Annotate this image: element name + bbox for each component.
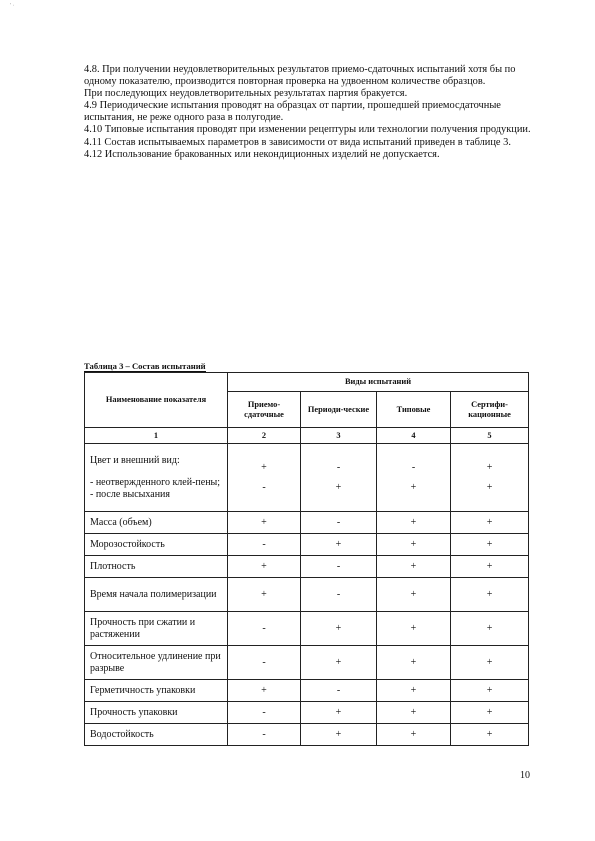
cell-value: + bbox=[301, 724, 377, 746]
cell-value: + - bbox=[228, 444, 301, 512]
column-number: 4 bbox=[377, 428, 451, 444]
cell-value: + bbox=[301, 612, 377, 646]
table-row bbox=[85, 702, 529, 724]
cell-value: + bbox=[228, 512, 301, 534]
table-row bbox=[85, 512, 529, 534]
cell-value: + bbox=[377, 702, 451, 724]
cell-value: + bbox=[377, 534, 451, 556]
row-name-title: Цвет и внешний вид: bbox=[90, 454, 180, 466]
scan-marks: ' · bbox=[10, 3, 15, 9]
paragraph-4-10: 4.10 Типовые испытания проводят при изменении рецептуры или технологии получения продукции. bbox=[84, 124, 531, 136]
row-name-sub-b: - после высыхания bbox=[90, 488, 171, 500]
cell-value: + bbox=[377, 512, 451, 534]
row-name: Плотность bbox=[85, 556, 228, 578]
cell-value: - + bbox=[377, 444, 451, 512]
cell-value: + bbox=[451, 680, 529, 702]
cell-value: + + bbox=[451, 444, 529, 512]
header-group: Виды испытаний bbox=[228, 373, 529, 392]
cell-value: + bbox=[301, 534, 377, 556]
tests-table bbox=[84, 372, 529, 746]
section-text bbox=[84, 64, 534, 161]
page-number: 10 bbox=[520, 770, 530, 781]
column-number: 2 bbox=[228, 428, 301, 444]
header-col-certification: Сертифи-кационные bbox=[451, 392, 529, 428]
cell-value: + bbox=[451, 578, 529, 612]
table-row bbox=[85, 646, 529, 680]
cell-value: - bbox=[301, 512, 377, 534]
cell-value: + bbox=[301, 702, 377, 724]
cell-value: + bbox=[451, 512, 529, 534]
column-number: 1 bbox=[85, 428, 228, 444]
cell-value: + bbox=[451, 534, 529, 556]
table-row bbox=[85, 724, 529, 746]
column-number-row bbox=[85, 428, 529, 444]
cell-value: - bbox=[301, 578, 377, 612]
row-name: Масса (объем) bbox=[85, 512, 228, 534]
header-col-periodic: Периоди-ческие bbox=[301, 392, 377, 428]
column-number: 5 bbox=[451, 428, 529, 444]
table-row bbox=[85, 680, 529, 702]
cell-value: + bbox=[377, 578, 451, 612]
cell-value: + bbox=[228, 578, 301, 612]
row-name: Относительное удлинение при разрыве bbox=[85, 646, 228, 680]
paragraph-4-8: 4.8. При получении неудовлетворительных результатов приемо-сдаточных испытаний хотя бы по одному показателю, производится повторная проверка на удвоенном количестве образцов. bbox=[84, 64, 516, 88]
header-name: Наименование показателя bbox=[85, 373, 228, 428]
paragraph-4-9: 4.9 Периодические испытания проводят на образцах от партии, прошедшей приемосдаточные испытания, не реже одного раза в полугодие. bbox=[84, 100, 501, 124]
table-row bbox=[85, 534, 529, 556]
cell-value: + bbox=[377, 612, 451, 646]
row-name bbox=[85, 444, 228, 512]
paragraph-4-12: 4.12 Использование бракованных или некондиционных изделий не допускается. bbox=[84, 148, 440, 160]
cell-value: - + bbox=[301, 444, 377, 512]
cell-value: + bbox=[228, 556, 301, 578]
row-name: Водостойкость bbox=[85, 724, 228, 746]
cell-value: + bbox=[377, 556, 451, 578]
table-row bbox=[85, 556, 529, 578]
row-name: Герметичность упаковки bbox=[85, 680, 228, 702]
column-number: 3 bbox=[301, 428, 377, 444]
cell-value: - bbox=[228, 534, 301, 556]
row-name-sub-a: - неотвержденного клей-пены; bbox=[90, 476, 221, 488]
row-name: Прочность при сжатии и растяжении bbox=[85, 612, 228, 646]
cell-value: - bbox=[301, 680, 377, 702]
cell-value: + bbox=[451, 702, 529, 724]
paragraph-4-8-cont: При последующих неудовлетворительных результатах партия бракуется. bbox=[84, 88, 408, 100]
row-name: Время начала полимеризации bbox=[85, 578, 228, 612]
table-row bbox=[85, 612, 529, 646]
cell-value: - bbox=[228, 724, 301, 746]
table-row bbox=[85, 578, 529, 612]
cell-value: + bbox=[377, 680, 451, 702]
header-col-acceptance: Приемо-сдаточные bbox=[228, 392, 301, 428]
cell-value: + bbox=[377, 724, 451, 746]
cell-value: + bbox=[301, 646, 377, 680]
row-name: Прочность упаковки bbox=[85, 702, 228, 724]
cell-value: + bbox=[377, 646, 451, 680]
paragraph-4-11: 4.11 Состав испытываемых параметров в зависимости от вида испытаний приведен в таблице 3. bbox=[84, 136, 511, 148]
cell-value: + bbox=[451, 724, 529, 746]
cell-value: - bbox=[228, 702, 301, 724]
table-row-appearance bbox=[85, 444, 529, 512]
cell-value: + bbox=[451, 646, 529, 680]
cell-value: - bbox=[228, 612, 301, 646]
cell-value: + bbox=[228, 680, 301, 702]
cell-value: + bbox=[451, 556, 529, 578]
cell-value: - bbox=[228, 646, 301, 680]
cell-value: + bbox=[451, 612, 529, 646]
header-col-type: Типовые bbox=[377, 392, 451, 428]
cell-value: - bbox=[301, 556, 377, 578]
table-caption: Таблица 3 – Состав испытаний bbox=[84, 361, 206, 371]
row-name: Морозостойкость bbox=[85, 534, 228, 556]
